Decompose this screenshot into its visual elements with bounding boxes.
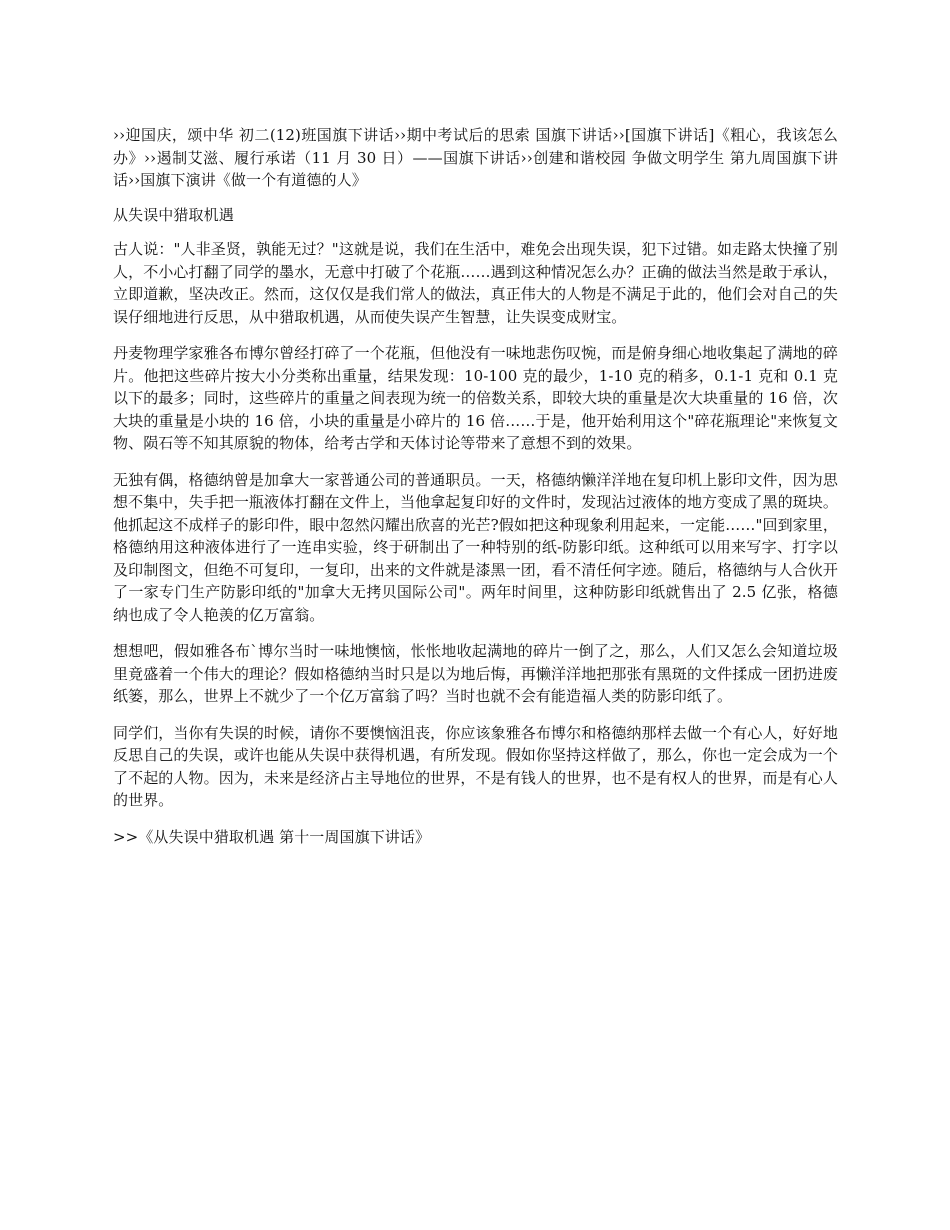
related-links[interactable]: ››迎国庆，颂中华 初二(12)班国旗下讲话››期中考试后的思索 国旗下讲话››[国旗下讲话]《粗心，我该怎么办》››遏制艾滋、履行承诺（11 月 30 日）——国旗下讲话››创建和谐校园 争做文明学生 第九周国旗下讲话››国旗下演讲《做一个有道德的人》: [113, 126, 838, 189]
paragraph-conclusion: 同学们，当你有失误的时候，请你不要懊恼沮丧，你应该象雅各布博尔和格德纳那样去做一个有心人，好好地反思自己的失误，或许也能从失误中获得机遇，有所发现。假如你坚持这样做了，那么，你也一定会成为一个了不起的人物。因为，未来是经济占主导地位的世界，不是有钱人的世界，也不是有权人的世界，而是有心人的世界。: [113, 723, 838, 809]
paragraph-intro: 古人说："人非圣贤，孰能无过？"这就是说，我们在生活中，难免会出现失误，犯下过错。如走路太快撞了别人，不小心打翻了同学的墨水，无意中打破了个花瓶……遇到这种情况怎么办？正确的做法当然是敢于承认，立即道歉，坚决改正。然而，这仅仅是我们常人的做法，真正伟大的人物是不满足于此的，他们会对自己的失误仔细地进行反思，从中猎取机遇，从而使失误产生智慧，让失误变成财宝。: [113, 240, 838, 326]
article-title: 从失误中猎取机遇: [113, 205, 234, 224]
paragraph-reflection: 想想吧，假如雅各布`博尔当时一味地懊恼，怅怅地收起满地的碎片一倒了之，那么，人们又怎么会知道垃圾里竟盛着一个伟大的理论？假如格德纳当时只是以为地后悔，再懒洋洋地把那张有黑斑的文件揉成一团扔进废纸篓，那么，世界上不就少了一个亿万富翁了吗？当时也就不会有能造福人类的防影印纸了。: [113, 642, 838, 705]
paragraph-bohr-vase: 丹麦物理学家雅各布博尔曾经打碎了一个花瓶，但他没有一味地悲伤叹惋，而是俯身细心地收集起了满地的碎片。他把这些碎片按大小分类称出重量，结果发现：10-100 克的最少，1-10 克的稍多，0.1-1 克和 0.1 克以下的最多；同时，这些碎片的重量之间表现为统一的倍数关系，即较大块的重量是次大块重量的 16 倍，次大块的重量是小块的 16 倍，小块的重量是小碎片的 16 倍……于是，他开始利用这个"碎花瓶理论"来恢复文物、陨石等不知其原貌的物体，给考古学和天体讨论等带来了意想不到的效果。: [113, 344, 838, 452]
article-link[interactable]: >>《从失误中猎取机遇 第十一周国旗下讲话》: [113, 827, 431, 846]
paragraph-gardner-paper: 无独有偶，格德纳曾是加拿大一家普通公司的普通职员。一天，格德纳懒洋洋地在复印机上影印文件，因为思想不集中，失手把一瓶液体打翻在文件上，当他拿起复印好的文件时，发现沾过液体的地方变成了黑的斑块。他抓起这不成样子的影印件，眼中忽然闪耀出欣喜的光芒?假如把这种现象利用起来，一定能……"回到家里，格德纳用这种液体进行了一连串实验，终于研制出了一种特别的纸-防影印纸。这种纸可以用来写字、打字以及印制图文，但绝不可复印，一复印，出来的文件就是漆黑一团，看不清任何字迹。随后，格德纳与人合伙开了一家专门生产防影印纸的"加拿大无拷贝国际公司"。两年时间里，这种防影印纸就售出了 2.5 亿张，格德纳也成了令人艳羡的亿万富翁。: [113, 470, 838, 624]
